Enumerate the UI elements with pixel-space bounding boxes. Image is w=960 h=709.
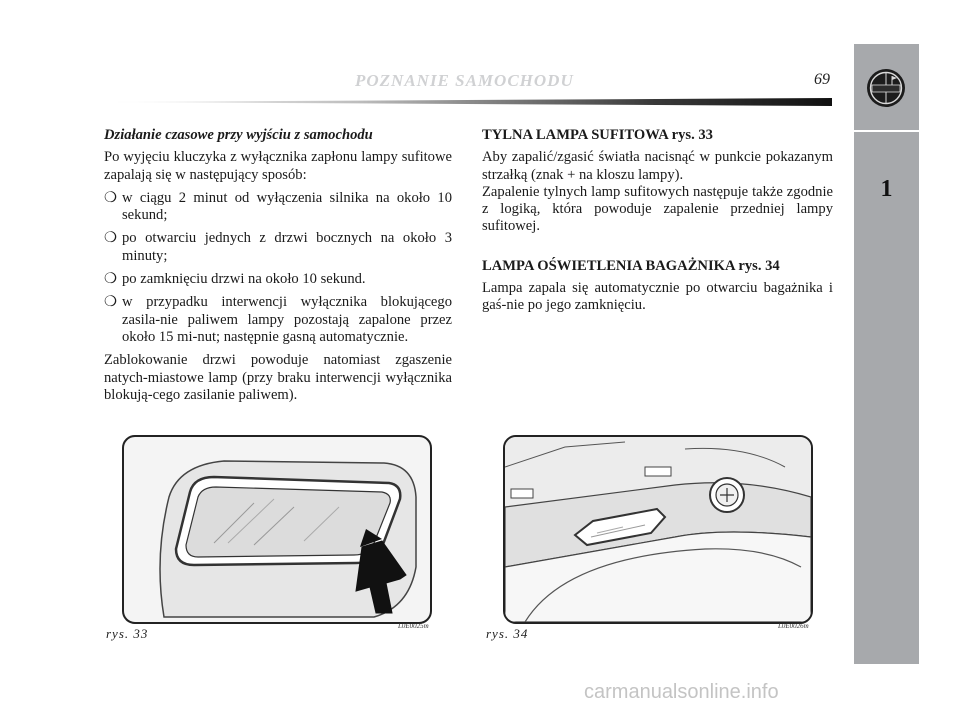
list-item: ❍ po zamknięciu drzwi na około 10 sekund. — [104, 271, 366, 288]
sidebar-divider — [854, 130, 919, 132]
figure-caption: rys. 34 — [486, 626, 529, 641]
left-column — [104, 127, 452, 410]
intro-paragraph: Po wyjęciu kluczyka z wyłącznika zapłonu lampy sufitowe zapalają się w następujący sposób: — [104, 149, 452, 183]
running-header-title: POZNANIE SAMOCHODU — [355, 71, 574, 90]
chapter-sidebar — [854, 44, 919, 664]
list-item: ❍ w przypadku interwencji wyłącznika blokującego zasila-nie paliwem lampy pozostają zapalone przez około 15 mi-nut; następnie gasną automatycznie. — [104, 294, 452, 345]
chapter-number: 1 — [880, 176, 893, 202]
list-item: ❍ w ciągu 2 minut od wyłączenia silnika na około 10 sekund; — [104, 189, 452, 224]
rear-lamp-paragraph-1: Aby zapalić/zgasić światła nacisnąć w punkcie pokazanym strzałką (znak + na kloszu lampy). — [482, 149, 833, 183]
page-number: 69 — [814, 71, 830, 88]
ceiling-lamp-illustration — [124, 437, 430, 622]
figure-rear-ceiling-lamp — [122, 435, 432, 624]
circle-bullet-icon: ❍ — [104, 271, 118, 288]
lancia-logo-icon — [866, 68, 906, 108]
trunk-lamp-paragraph: Lampa zapala się automatycznie po otwarciu bagażnika i gaś-nie po jego zamknięciu. — [482, 280, 833, 314]
trunk-lamp-illustration — [505, 437, 811, 622]
circle-bullet-icon: ❍ — [104, 294, 118, 311]
circle-bullet-icon: ❍ — [104, 230, 118, 247]
figure-trunk-lamp — [503, 435, 813, 624]
right-column — [482, 127, 833, 321]
rear-lamp-paragraph-2: Zapalenie tylnych lamp sufitowych następuje także zgodnie z logiką, która powoduje zapalenie przedniej lampy sufitowej. — [482, 183, 833, 235]
closing-paragraph: Zablokowanie drzwi powoduje natomiast zgaszenie natych-miastowe lamp (przy braku interwencji wyłącznika blokują-cego zasilanie paliwem). — [104, 352, 452, 403]
header-rule — [104, 98, 832, 106]
watermark: carmanualsonline.info — [584, 681, 779, 703]
figure-code: L0E0026m — [778, 622, 809, 630]
bullet-list — [104, 190, 452, 346]
list-item: ❍ po otwarciu jednych z drzwi bocznych na około 3 minuty; — [104, 230, 452, 264]
section-subheading: Działanie czasowe przy wyjściu z samochodu — [104, 127, 373, 143]
trunk-lamp-heading: LAMPA OŚWIETLENIA BAGAŻNIKA rys. 34 — [482, 257, 780, 274]
circle-bullet-icon: ❍ — [104, 189, 118, 206]
figure-code: L0E0025m — [398, 622, 429, 630]
rear-lamp-heading: TYLNA LAMPA SUFITOWA rys. 33 — [482, 127, 713, 143]
figure-caption: rys. 33 — [106, 626, 149, 641]
